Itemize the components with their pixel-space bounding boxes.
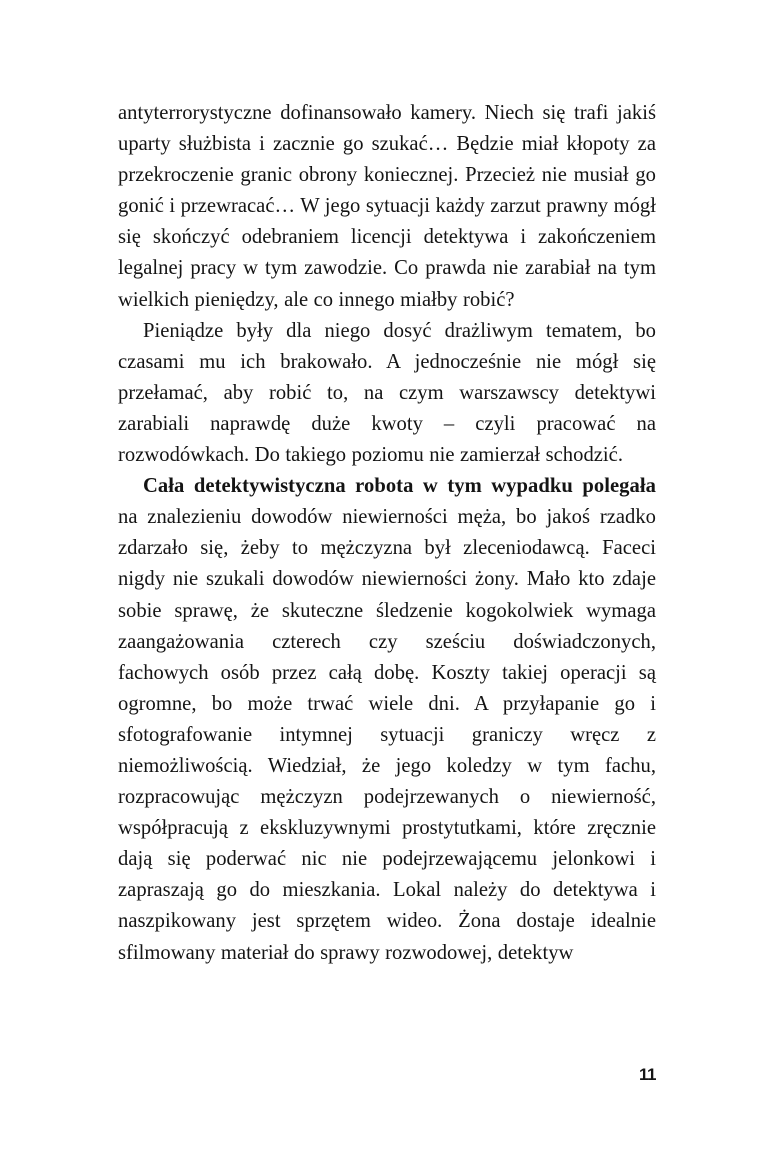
paragraph-3: Cała detektywistyczna robota w tym wypadku polegała na znalezieniu dowodów niewierności męża, bo jakoś rzadko zdarzało się, żeby to mężczyzna był zleceniodawcą. Faceci nigdy nie szukali dowodów niewierności żony. Mało kto zdaje sobie sprawę, że skuteczne śledzenie kogokolwiek wymaga zaangażowania czterech czy sześciu doświadczonych, fachowych osób przez całą dobę. Koszty takiej operacji są ogromne, bo może trwać wiele dni. A przyłapanie go i sfotografowanie intymnej sytuacji graniczy wręcz z niemożliwością. Wiedział, że jego koledzy w tym fachu, rozpracowując mężczyzn podejrzewanych o niewierność, współpracują z ekskluzywnymi prostytutkami, które zręcznie dają się poderwać nic nie podejrzewającemu jelonkowi i zapraszają go do mieszkania. Lokal należy do detektywa i naszpikowany jest sprzętem wideo. Żona dostaje idealnie sfilmowany materiał do sprawy rozwodowej, detektyw [118, 475, 656, 964]
paragraph-2: Pieniądze były dla niego dosyć drażliwym tematem, bo czasami mu ich brakowało. A jednocześnie nie mógł się przełamać, aby robić to, na czym warszawscy detektywi zarabiali naprawdę duże kwoty – czyli pracować na rozwodówkach. Do takiego poziomu nie zamierzał schodzić. [118, 319, 656, 467]
paragraph-1: antyterrorystyczne dofinansowało kamery. Niech się trafi jakiś uparty służbista i zacznie go szukać… Będzie miał kłopoty za przekroczenie granic obrony koniecznej. Przecież nie musiał go gonić i przewracać… W jego sytuacji każdy zarzut prawny mógł się skończyć odebraniem licencji detektywa i zakończeniem legalnej pracy w tym zawodzie. Co prawda nie zarabiał na tym wielkich pieniędzy, ale co innego miałby robić? [118, 102, 656, 311]
page-number: 11 [639, 1065, 656, 1084]
page-text-block [118, 98, 656, 969]
